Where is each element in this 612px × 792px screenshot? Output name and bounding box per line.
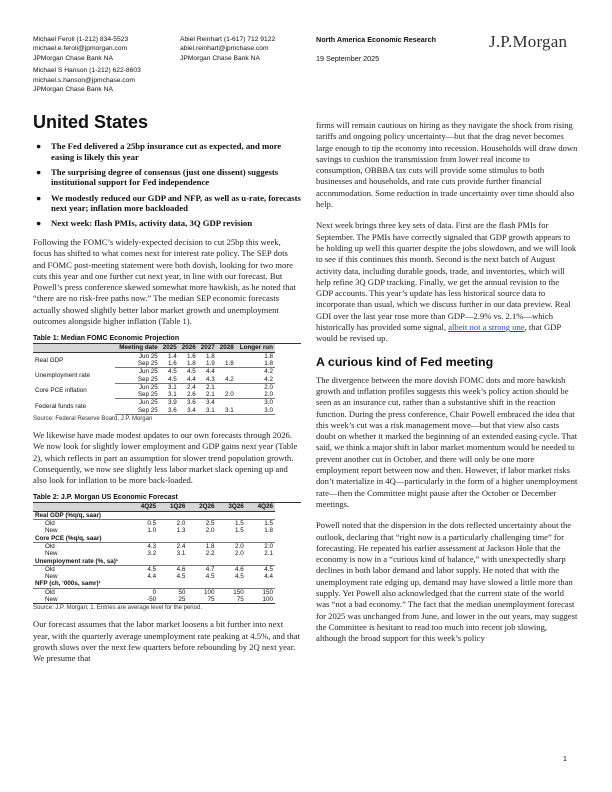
section-row (33, 511, 275, 519)
table-cell: 3.1 (198, 407, 217, 415)
bullet-icon: ● (36, 192, 42, 203)
jpmorgan-logo: J.P.Morgan (489, 32, 568, 51)
table-cell: 4.6 (234, 565, 244, 573)
table1-header: 2026 (179, 344, 198, 352)
table-row (33, 550, 275, 557)
table-row (33, 383, 275, 391)
table-cell: 3.1 (176, 550, 186, 558)
table1-title: Table 1: Median FOMC Economic Projection (33, 335, 301, 344)
table-cell: Sep 25 (115, 360, 160, 368)
row-label: Federal funds rate (35, 403, 87, 411)
table-cell: 3.4 (205, 399, 215, 407)
table-cell: 4.2 (264, 368, 273, 376)
table-cell: 4.5 (176, 573, 186, 581)
table-row (33, 573, 275, 580)
table-cell: 4.7 (205, 565, 215, 573)
table-cell: 4.5 (264, 565, 273, 573)
table-cell: 4.4 (179, 376, 198, 384)
table-cell: 3.4 (179, 407, 198, 415)
table2-header (33, 503, 129, 511)
table-row (33, 368, 275, 376)
table-row (33, 399, 275, 407)
table-cell (217, 368, 236, 376)
table-cell: 3.1 (168, 383, 177, 391)
section-heading: A curious kind of Fed meeting (316, 354, 494, 369)
table-cell: 1.5 (264, 520, 273, 528)
contact-block-mid (180, 35, 275, 63)
section-row (33, 558, 275, 566)
table-cell: 2.1 (205, 383, 215, 391)
table-cell: 25 (158, 596, 187, 604)
bullet-icon: ● (36, 141, 42, 151)
contact-line: Michael S Hanson (1-212) 622-8603 (33, 67, 141, 75)
table2 (33, 494, 301, 611)
table-cell: 4.2 (236, 376, 275, 384)
body-paragraph: firms will remain cautious on hiring as they navigate the shock from rising tariffs and ongoing policy uncertainty—but that the drag never becomes large enough to tip the economy into recession. Households will draw down savings to cushion the transmission from lower real income to consumption, OBBBA tax cuts will provide some stimulus to both businesses and households, and rate cuts provide further financial accommodation. Some reduction in trade uncertainty over time should also help. (316, 120, 578, 210)
table1-header: 2028 (217, 344, 236, 352)
section-row (33, 580, 275, 588)
row-label: Old (45, 542, 55, 550)
right-column (316, 120, 578, 654)
contact-line: JPMorgan Chase Bank NA (33, 54, 113, 62)
contact-line: Abiel Reinhart (1-617) 712 9122 (180, 36, 276, 43)
contact-line: Michael Feroli (1-212) 834-5523 (33, 36, 129, 43)
table-cell: 1.8 (179, 360, 198, 368)
contact-line: JPMorgan Chase Bank NA (180, 54, 260, 62)
table-row (33, 565, 275, 573)
table-cell: 1.4 (168, 352, 177, 360)
table-cell: 1.0 (147, 527, 157, 535)
table-cell: 1.5 (234, 527, 244, 535)
series-name: North America Economic Research (316, 35, 436, 44)
table-cell: 1.6 (160, 360, 179, 368)
key-points-list (33, 141, 301, 229)
table-cell: 3.9 (168, 399, 177, 407)
body-paragraph: Powell noted that the dispersion in the dots reflected uncertainty about the outlook, declaring that “right now is a particularly challenging time” for forecasting. He repeated his earlier assessment at Jackson Hole that the economy is now in a “curious kind of balance,” with unexpectedly sharp declines in both labor demand and labor supply. He noted that with the unemployment rate edging up, demand may have slowed a little more than supply. Yet Powell also acknowledged that the current state of the world was “not a bad economy.” The fact that the median unemployment forecast for 2025 was unchanged from June, and lower in the out years, may suggest the Committee is hesitant to read too much into recent job slowing, although the broad support for this week’s policy (316, 520, 578, 644)
bullet-icon: ● (36, 166, 42, 177)
table-row (33, 596, 275, 604)
key-point: ● We modestly reduced our GDP and NFP, as well as u-rate, forecasts next year; inflation more backloaded (36, 192, 301, 214)
table-cell: 4.6 (176, 565, 186, 573)
table1 (33, 335, 301, 422)
page-number: 1 (563, 756, 567, 763)
table-row (33, 588, 275, 596)
table-cell: Jun 25 (138, 352, 158, 360)
table-cell: 75 (217, 596, 246, 604)
table-cell: 2.0 (217, 391, 236, 399)
table-cell: 2.0 (176, 520, 186, 528)
row-label: New (45, 573, 58, 581)
table-cell: 3.0 (264, 399, 273, 407)
row-label: New (33, 596, 129, 604)
body-paragraph: Next week brings three key sets of data. First are the flash PMIs for September. The PMIs have correctly signaled that GDP growth appears to be holding up well this quarter despite the jobs slowdown, and we will look to see if this continues this month. Second is the next batch of August activity data, including durable goods, trade, and inventories, which will help refine 3Q GDP tracking. Finally, we get the annual revision to the GDP accounts. This year’s update has less historical source data to incorporate than usual, which we discuss further in our data preview. Real GDI over the last year rose more than GDP—2.9% vs. 2.1%—which historically has provided some signal, albeit not a strong one, that GDP would be revised up. (316, 220, 577, 344)
table2-title: Table 2: J.P. Morgan US Economic Forecast (33, 494, 301, 503)
row-label: Old (45, 520, 55, 528)
table1-source: Source: Federal Reserve Board, J.P. Morgan (33, 415, 153, 422)
table-cell: 2.6 (179, 391, 198, 399)
table1-header: 2027 (198, 344, 217, 352)
table-cell: 1.3 (176, 527, 186, 535)
table-cell: Jun 25 (138, 383, 158, 391)
table-cell: 4.5 (205, 573, 215, 581)
body-paragraph: Following the FOMC’s widely-expected decision to cut 25bp this week, focus has shifted to what comes next for interest rate policy. The SEP dots and FOMC post-meeting statement were both dovish, looking for two more cuts this year and one further cut next year, in line with our forecast. But Powell’s press conference skewed somewhat more hawkish, as he noted that “there are no risk-free paths now.” The median SEP economic forecasts actually showed slightly better labor market growth and unemployment outcomes alongside higher inflation (Table 1). (33, 236, 296, 327)
table-cell: 3.1 (160, 391, 179, 399)
key-point: ● Next week: flash PMIs, activity data, 3Q GDP revision (36, 218, 253, 229)
row-label: New (45, 527, 58, 535)
table-cell: 2.0 (236, 391, 275, 399)
table-cell: 4.4 (205, 368, 215, 376)
table-cell: 4.5 (147, 565, 157, 573)
row-label: Unemployment rate (35, 371, 90, 379)
row-label: Real GDP (35, 356, 64, 364)
contact-email[interactable]: michael.e.feroli@jpmorgan.com (33, 45, 128, 53)
table-cell: 0 (152, 588, 157, 596)
table-cell: -50 (129, 596, 158, 604)
table-cell: 2.4 (186, 383, 196, 391)
table-cell: 3.1 (217, 407, 236, 415)
table1-header (33, 344, 115, 352)
section-label: Unemployment rate (%, sa)¹ (33, 558, 275, 566)
table-cell: 2.0 (234, 550, 244, 558)
table-cell: 3.6 (186, 399, 196, 407)
table-cell: 3.6 (160, 407, 179, 415)
table-cell: 2.1 (198, 391, 217, 399)
section-row (33, 535, 275, 543)
table-cell: 4.2 (217, 376, 236, 384)
page-title: United States (33, 112, 149, 132)
table-cell: 100 (204, 588, 215, 596)
table-cell: 1.6 (186, 352, 196, 360)
key-point: ● The Fed delivered a 25bp insurance cut as expected, and more easing is likely this year (36, 141, 282, 162)
table-cell: 2.2 (205, 550, 215, 558)
table-cell: 2.0 (264, 542, 273, 550)
contact-email[interactable]: abiel.reinhart@jpmchase.com (180, 45, 269, 53)
table-cell (217, 399, 236, 407)
section-label: Core PCE (%q/q, saar) (33, 535, 275, 543)
table-cell: Sep 25 (115, 376, 160, 384)
table-cell: 3.2 (147, 550, 157, 558)
table-cell: 2.4 (176, 542, 186, 550)
table2-grid (33, 503, 275, 604)
table1-header: 2025 (160, 344, 179, 352)
report-header (316, 35, 436, 63)
table-cell: 1.8 (236, 360, 275, 368)
table-row (33, 520, 275, 528)
table-cell: 150 (262, 588, 273, 596)
table-cell: 2.1 (264, 550, 273, 558)
table-cell: 100 (246, 596, 275, 604)
table-cell: 4.5 (234, 573, 244, 581)
section-label: NFP (ch, ‘000s, samr)¹ (33, 580, 275, 588)
table1-header: Meeting date (115, 344, 160, 352)
table2-header: 1Q26 (158, 503, 187, 511)
contact-line: JPMorgan Chase Bank NA (33, 86, 113, 94)
table-cell: 4.4 (264, 573, 273, 581)
report-date: 19 September 2025 (316, 54, 380, 63)
row-label: Core PCE inflation (35, 387, 87, 395)
table-cell: 75 (187, 596, 216, 604)
table-cell: 1.8 (205, 352, 215, 360)
table-cell: 4.4 (147, 573, 157, 581)
left-column (33, 112, 301, 673)
table-cell: 2.5 (205, 520, 215, 528)
table-cell: Sep 25 (115, 407, 160, 415)
table-cell: 4.5 (160, 376, 179, 384)
table-cell: 2.0 (205, 527, 215, 535)
table-cell: 4.3 (147, 542, 157, 550)
table2-header: 4Q26 (246, 503, 275, 511)
table-row (33, 352, 275, 360)
table-cell: 3.0 (236, 407, 275, 415)
table-cell: Sep 25 (115, 391, 160, 399)
table-cell (217, 352, 236, 360)
body-paragraph: The divergence between the more dovish FOMC dots and more hawkish growth and inflation profiles suggests this week’s policy action should be seen as an insurance cut, rather than a substantive shift in the reaction function. During the press conference, Chair Powell embraced the idea that this week’s cut was a risk management move—but that view also casts doubt on whether it marked the beginning of an extended easing cycle. That said, we think a major shift in labor market momentum would be needed to prevent another cut in October, and there will only be one more employment report between now and then. However, if labor market risks don’t materialize in 4Q—particularly in the form of a higher unemployment rate—then the Committee might pause after the October or December meetings. (316, 374, 578, 509)
data-preview-link[interactable]: albeit not a strong one (448, 322, 525, 333)
row-label: Old (45, 565, 55, 573)
table-row (33, 542, 275, 550)
body-paragraph: Our forecast assumes that the labor market loosens a bit further into next year, with the quarterly average unemployment rate peaking at 4.5%, and that growth slows over the next few quarters before rebounding by 2Q next year. We presume that (33, 619, 300, 664)
table-row (33, 527, 275, 534)
table-cell: 2.0 (264, 383, 273, 391)
table2-header: 4Q25 (129, 503, 158, 511)
table-cell: 50 (178, 588, 186, 596)
row-label: Old (45, 588, 55, 596)
section-label: Real GDP (%q/q, saar) (33, 511, 275, 519)
contact-email[interactable]: michael.s.hanson@jpmchase.com (33, 76, 135, 84)
body-paragraph: We likewise have made modest updates to our own forecasts through 2026. We now look for slightly lower employment and GDP gains next year (Table 2), which reflects in part an assumption for slower trend population growth. Consequently, we now see slightly less labor market slack opening up and also look for inflation to be more back-loaded. (33, 429, 298, 486)
table-cell: 4.5 (186, 368, 196, 376)
table-cell: Jun 25 (138, 399, 158, 407)
table-cell (217, 383, 236, 391)
table-cell: 1.9 (198, 360, 217, 368)
key-point: ● The surprising degree of consensus (just one dissent) suggests institutional support for Fed independence (36, 166, 279, 188)
table-cell: 1.8 (264, 352, 273, 360)
table1-grid (33, 344, 275, 415)
table-cell: 4.5 (168, 368, 177, 376)
table-cell: 1.5 (234, 520, 244, 528)
contact-block-left (33, 35, 141, 94)
table-cell: 1.8 (217, 360, 236, 368)
table-cell: 0.5 (147, 520, 157, 528)
table-cell: Jun 25 (138, 368, 158, 376)
table-cell: 1.8 (205, 542, 215, 550)
table2-source: Source: J.P. Morgan; 1. Entries are average level for the period. (33, 605, 202, 612)
table-cell: 1.8 (264, 527, 273, 535)
bullet-icon: ● (36, 218, 42, 229)
table-cell: 4.3 (198, 376, 217, 384)
table2-header: 3Q26 (217, 503, 246, 511)
table-cell: 150 (233, 588, 244, 596)
table-cell: 2.0 (234, 542, 244, 550)
row-label: New (45, 550, 58, 558)
table1-header: Longer run (236, 344, 275, 352)
table2-header: 2Q26 (187, 503, 216, 511)
